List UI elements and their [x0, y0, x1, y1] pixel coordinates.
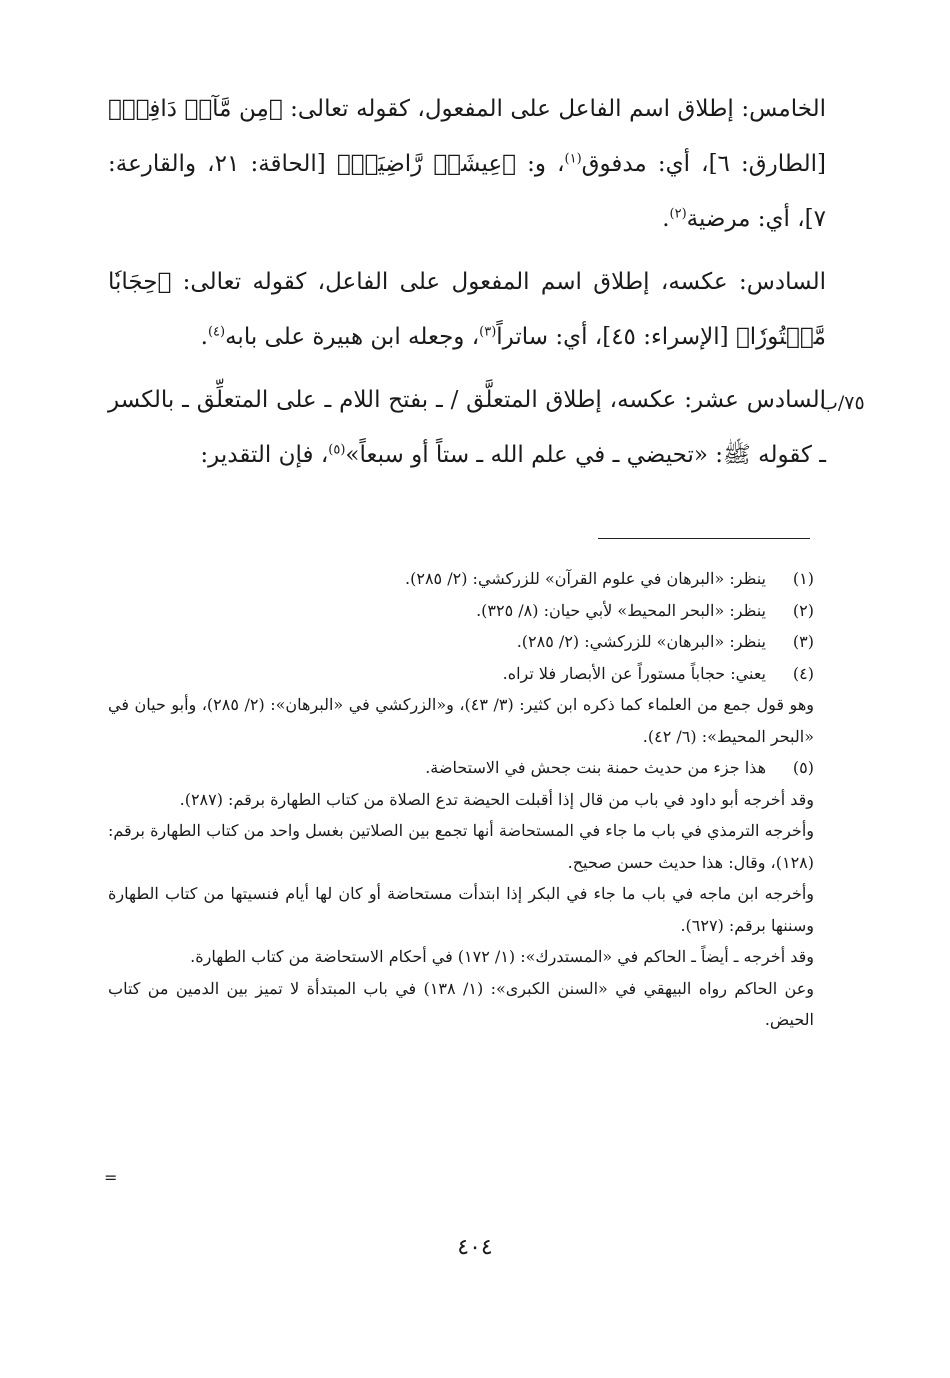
footnote-2 — [108, 595, 814, 627]
footnote-ref-5[interactable]: (٥) — [328, 442, 346, 458]
footnote-text: ينظر: «البرهان» للزركشي: (٢/ ٢٨٥). — [516, 632, 766, 651]
footnote-text: هذا جزء من حديث حمنة بنت جحش في الاستحاضة. — [425, 758, 766, 777]
footnote-number: (١) — [792, 569, 814, 588]
footnote-5 — [108, 752, 814, 784]
footnote-ref-3[interactable]: (٣) — [479, 324, 497, 340]
footnote-5-ibn-majah: وأخرجه ابن ماجه في باب ما جاء في البكر إذا ابتدأت مستحاضة أو كان لها أيام فنسيتها من كتاب الطهارة وسننها برقم: (٦٢٧). — [108, 884, 815, 935]
footnote-4-continuation: وهو قول جمع من العلماء كما ذكره ابن كثير: (٣/ ٤٣)، و«الزركشي في «البرهان»: (٢/ ٢٨٥)، وأبو حيان في «البحر المحيط»: (٦/ ٤٢). — [108, 695, 814, 746]
footnote-text: ينظر: «البرهان في علوم القرآن» للزركشي: (٢/ ٢٨٥). — [405, 569, 766, 588]
footnote-number: (٥) — [792, 758, 814, 777]
footnote-separator — [598, 538, 810, 539]
footnote-4 — [108, 658, 814, 690]
footnote-1 — [108, 563, 814, 595]
footnote-number: (٣) — [792, 632, 814, 651]
footnote-5-abu-dawud: وقد أخرجه أبو داود في باب من قال إذا أقبلت الحيضة تدع الصلاة من كتاب الطهارة برقم: (٢٨٧). — [179, 789, 814, 809]
main-text — [108, 82, 826, 491]
paragraph-fifth: الخامس: إطلاق اسم الفاعل على المفعول، كقوله تعالى: ﴿مِن مَّآءٖ دَافِقٖ﴾ [الطارق: ٦]، أي: مدفوق$^{(١)}$، و: ﴿عِيشَةٖ رَّاضِيَةٖ﴾ [الحاقة: ٢١، والقارعة: ٧]، أي: مرضية$^{(٢)}$. — [108, 96, 826, 232]
footnote-ref-4[interactable]: (٤) — [207, 324, 226, 340]
continuation-mark: = — [104, 1168, 118, 1187]
footnote-5-tirmidhi: وأخرجه الترمذي في باب ما جاء في المستحاضة أنها تجمع بين الصلاتين بغسل واحد من كتاب الطهارة برقم: (١٢٨)، وقال: هذا حديث حسن صحيح. — [108, 821, 814, 872]
manuscript-folio-note: ٧٥/ب — [820, 392, 865, 414]
footnotes — [108, 563, 814, 1036]
paragraph-sixth: السادس: عكسه، إطلاق اسم المفعول على الفاعل، كقوله تعالى: ﴿حِجَابٗا مَّسۡتُورٗا﴾ [الإسراء: ٤٥]، أي: ساتراً$^{(٣)}$، وجعله ابن هبيرة على بابه$^{(٤)}$. — [108, 269, 827, 350]
footnote-number: (٢) — [792, 600, 814, 620]
footnote-ref-1[interactable]: (١) — [564, 151, 582, 167]
footnote-text: يعني: حجاباً مستوراً عن الأبصار فلا تراه. — [502, 663, 766, 683]
footnote-5-hakim: وقد أخرجه ـ أيضاً ـ الحاكم في «المستدرك»: (١/ ١٧٢) في أحكام الاستحاضة من كتاب الطهارة. — [190, 947, 814, 966]
paragraph-sixteenth: السادس عشر: عكسه، إطلاق المتعلَّق / ـ بفتح اللام ـ على المتعلِّق ـ بالكسر ـ كقوله ﷺ: «تحيضي ـ في علم الله ـ ستاً أو سبعاً»$^{(٥)}$، فإن التقدير: — [108, 387, 826, 468]
footnote-ref-2[interactable]: (٢) — [669, 206, 687, 222]
page-number: ٤٠٤ — [457, 1235, 493, 1260]
footnote-text: ينظر: «البحر المحيط» لأبي حيان: (٨/ ٣٢٥). — [476, 600, 766, 620]
footnote-number: (٤) — [792, 663, 814, 683]
footnote-3 — [108, 626, 814, 658]
footnote-5-bayhaqi: وعن الحاكم رواه البيهقي في «السنن الكبرى»: (١/ ١٣٨) في باب المبتدأة لا تميز بين الدمين من كتاب الحيض. — [108, 978, 814, 1029]
